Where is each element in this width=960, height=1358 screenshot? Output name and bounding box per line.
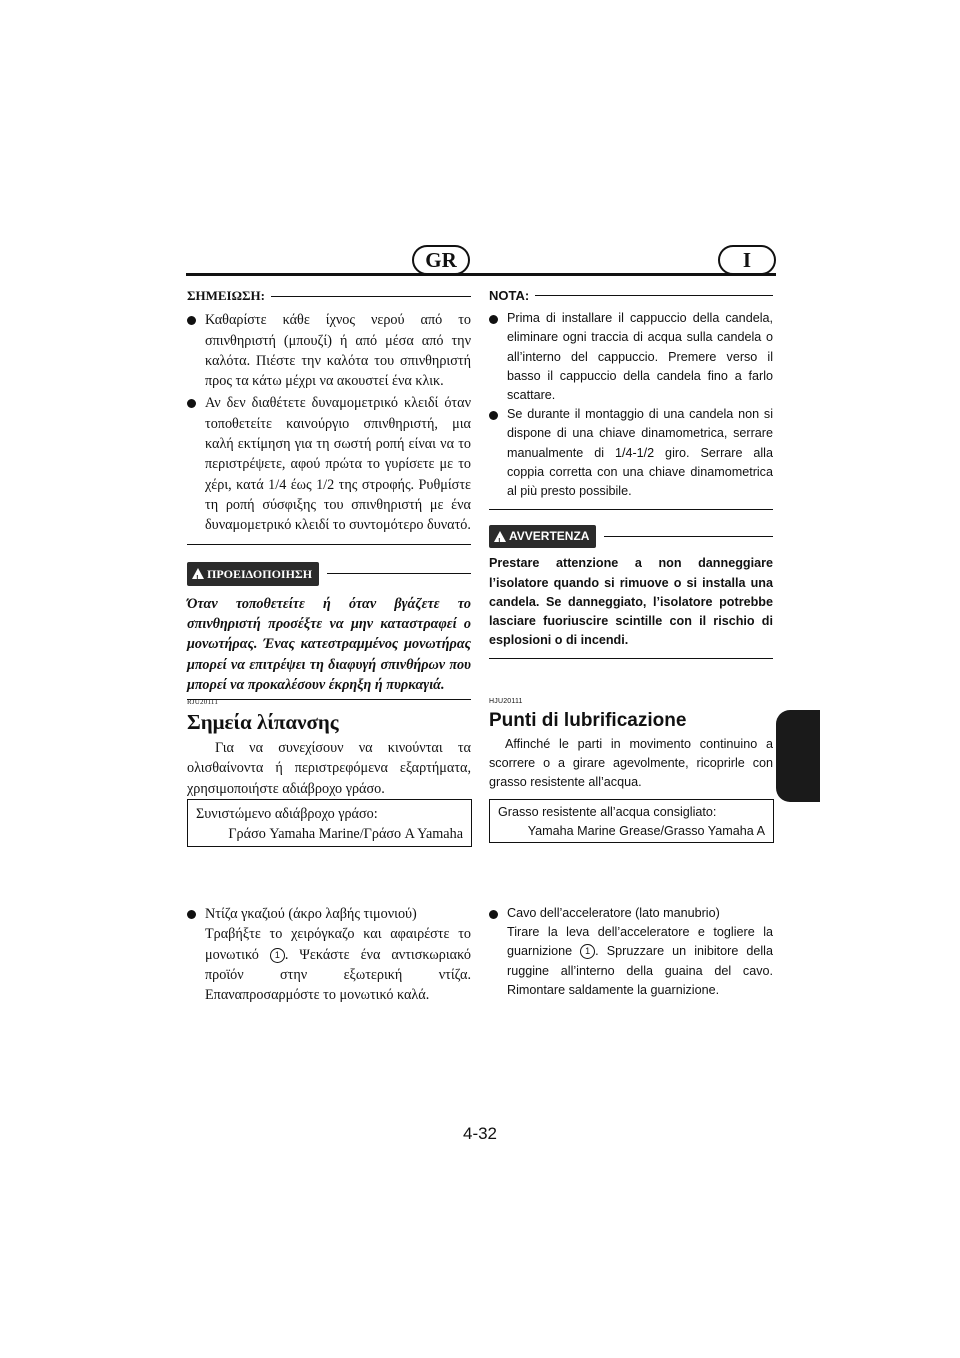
italian-box-value: Yamaha Marine Grease/Grasso Yamaha A — [527, 824, 765, 839]
italian-note-item — [489, 405, 773, 501]
italian-item-row — [489, 904, 773, 1000]
italian-item-text-a: Tirare la leva dell’acceleratore e togliere la guarnizione — [507, 925, 773, 959]
italian-warning-text: Prestare attenzione a non danneggiare l’isolatore quando si rimuove o si installa una candela. Se danneggiato, l’isolatore potrebbe lasciare fuoriuscire scintille con il rischio di esplosioni o di incendi. — [489, 556, 773, 648]
lang-label-gr: GR — [425, 247, 457, 272]
italian-column — [489, 286, 773, 659]
greek-note-text: Αν δεν διαθέτετε δυναμομετρικό κλειδί όταν τοποθετείτε καινούργιο σπινθηριστή, μια καλή εκτίμηση για τη σωστή ροπή είναι να το περιστρέψετε, αφού πρώτα το γυρίσετε με το χέρι, κατά 1/4 έως 1/2 της στροφής. Ρυθμίστε τη ροπή σύσφιξης του σπινθηριστή με ένα δυναμομετρικό κλειδί το συντομότερο δυνατό. — [205, 395, 471, 534]
chapter-side-tab — [776, 710, 820, 802]
divider — [271, 296, 471, 297]
italian-section-title: Punti di lubrificazione — [489, 710, 687, 731]
italian-section-code: HJU20111 — [489, 698, 523, 705]
italian-item-text — [507, 923, 773, 1000]
greek-box-value: Γράσο Yamaha Marine/Γράσο A Yamaha — [228, 826, 463, 843]
greek-warning-label: ΠΡΟΕΙΔΟΠΟΙΗΣΗ — [207, 566, 313, 581]
bullet-icon — [489, 315, 498, 324]
greek-note-text: Καθαρίστε κάθε ίχνος νερού από το σπινθηριστή (μπουζί) ή από μέσα από την καλότα. Πιέστε την καλότα του σπινθηριστή προς τα κάτω μέχρι να ακουστεί ένα κλικ. — [205, 312, 471, 390]
bullet-icon — [187, 910, 196, 919]
italian-grease-box — [489, 799, 774, 843]
italian-warning-label: AVVERTENZA — [509, 529, 590, 544]
greek-item-text — [205, 924, 471, 1005]
greek-warning-header — [187, 562, 471, 586]
greek-item-body — [205, 904, 471, 1005]
greek-note-header — [187, 286, 471, 306]
greek-item-row — [187, 904, 471, 1005]
italian-item-title: Cavo dell’acceleratore (lato manubrio) — [507, 906, 720, 920]
greek-item — [187, 904, 471, 1005]
greek-section-intro: Για να συνεχίσουν να κινούνται τα ολισθαίνοντα ή περιστρεφόμενα εξαρτήματα, χρησιμοποιήστε αδιάβροχο γράσο. — [187, 740, 471, 797]
greek-note-label: ΣΗΜΕΙΩΣΗ: — [187, 288, 265, 303]
bullet-icon — [489, 910, 498, 919]
italian-note-label: NOTA: — [489, 288, 530, 303]
greek-warning-text: Όταν τοποθετείτε ή όταν βγάζετε το σπινθηριστή προσέξτε να μην καταστραφεί ο μονωτήρας. Ένας κατεστραμμένος μονωτήρας μπορεί να επιτρέψει τη διαφυγή σπινθήρων που μπορεί να προκαλέσουν έκρηξη ή πυρκαγιά. — [187, 595, 471, 694]
bullet-icon — [187, 399, 196, 408]
greek-box-label: Συνιστώμενο αδιάβροχο γράσο: — [196, 806, 378, 822]
bullet-icon — [489, 411, 498, 420]
divider — [604, 536, 773, 537]
lang-label-it: I — [742, 247, 752, 272]
greek-item-title: Ντίζα γκαζιού (άκρο λαβής τιμονιού) — [205, 906, 417, 922]
warning-icon — [192, 568, 204, 579]
greek-item-text-a: Τραβήξτε το χειρόγκαζο και αφαιρέστε το μονωτικό — [205, 926, 471, 963]
bullet-icon — [187, 316, 196, 325]
italian-section-intro: Affinché le parti in movimento continuino a scorrere o a girare agevolmente, ricoprirle con grasso resistente all’acqua. — [489, 737, 773, 790]
greek-column — [187, 286, 471, 700]
divider — [327, 573, 471, 574]
greek-lubrication-section — [187, 698, 471, 799]
callout-number: 1 — [270, 948, 285, 963]
italian-item-body — [507, 904, 773, 1000]
italian-warning-badge — [489, 525, 596, 548]
callout-number: 1 — [580, 944, 595, 959]
greek-section-title: Σημεία λίπανσης — [187, 710, 339, 734]
italian-note-text: Se durante il montaggio di una candela non si dispone di una chiave dinamometrica, serrare manualmente di 1/4-1/2 giro. Serrare alla coppia corretta con una chiave dinamometrica al più presto possibile. — [507, 407, 773, 499]
greek-note-item — [187, 310, 471, 391]
greek-grease-box — [187, 799, 472, 847]
header-rule — [186, 273, 776, 276]
italian-item — [489, 904, 773, 1000]
italian-note-item — [489, 309, 773, 405]
greek-note-item — [187, 393, 471, 535]
divider — [535, 295, 773, 296]
warning-icon — [494, 531, 506, 542]
italian-box-label: Grasso resistente all’acqua consigliato: — [498, 805, 717, 819]
greek-section-code: RJU20111 — [187, 698, 219, 706]
page-number: 4-32 — [462, 1124, 498, 1143]
greek-item-text-b: . Ψεκάστε ένα αντισκωριακό προϊόν στην εξωτερική ντίζα. Επαναπροσαρμόστε το μονωτικό καλά. — [205, 946, 472, 1004]
divider — [489, 658, 773, 659]
italian-warning-header — [489, 525, 773, 548]
divider — [187, 544, 471, 545]
italian-item-text-b: . Spruzzare un inibitore della ruggine all’interno della guaina del cavo. Rimontare saldamente la guarnizione. — [507, 944, 773, 997]
italian-note-header — [489, 286, 773, 305]
lang-badge-gr — [412, 245, 470, 275]
italian-note-text: Prima di installare il cappuccio della candela, eliminare ogni traccia di acqua sulla candela o all’interno del cappuccio. Premere verso il basso il cappuccio della candela fino a farlo scattare. — [507, 311, 773, 403]
italian-lubrication-section — [489, 698, 773, 793]
greek-warning-badge — [187, 562, 319, 586]
lang-badge-it — [718, 245, 776, 275]
divider — [489, 509, 773, 510]
